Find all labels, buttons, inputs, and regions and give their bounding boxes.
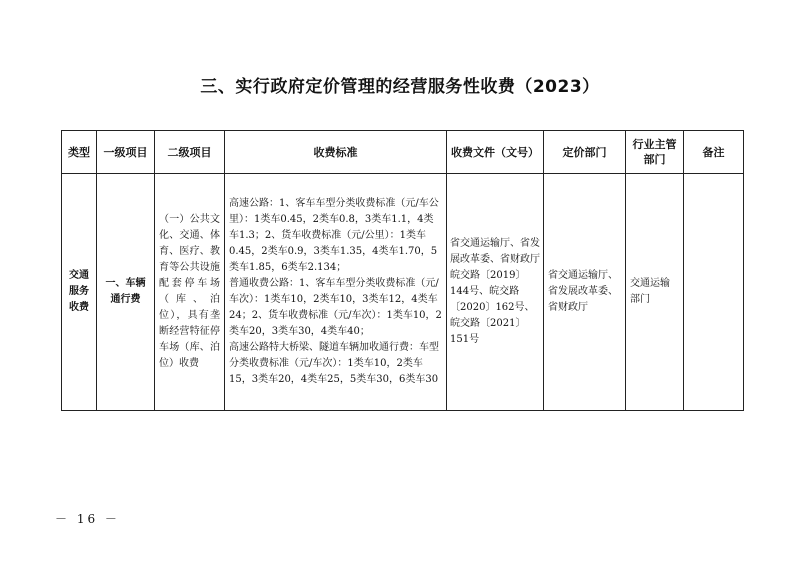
cell-authority: 交通运输部门 <box>626 174 684 411</box>
cell-standard <box>225 174 447 411</box>
standard-highway: 高速公路：1、客车车型分类收费标准（元/车公里）：1类车0.45，2类车0.8，3类车1.1，4类车1.3；2、货车收费标准（元/公里）：1类车0.45，2类车0.9，3类车1.35，4类车1.70，5类车1.85，6类车2.134； <box>229 198 439 273</box>
page-title: 三、实行政府定价管理的经营服务性收费（2023） <box>200 77 600 97</box>
cell-type: 交通服务收费 <box>62 174 97 411</box>
header-pricing-dept: 定价部门 <box>544 131 626 174</box>
fee-table <box>61 130 744 411</box>
cell-pricing-dept: 省交通运输厅、省发展改革委、省财政厅 <box>544 174 626 411</box>
cell-level1: 一、车辆通行费 <box>97 174 155 411</box>
cell-document: 省交通运输厅、省发展改革委、省财政厅皖交路〔2019〕144号、皖交路〔2020〕162号、皖交路〔2021〕151号 <box>447 174 544 411</box>
header-document: 收费文件（文号） <box>447 131 544 174</box>
header-level1: 一级项目 <box>97 131 155 174</box>
header-type: 类型 <box>62 131 97 174</box>
cell-note <box>684 174 744 411</box>
page-number: － 16 － <box>55 512 120 526</box>
cell-level2: （一）公共文化、交通、体育、医疗、教育等公共设施配套停车场（库、泊位），具有垄断经营特征停车场（库、泊位）收费 <box>155 174 225 411</box>
standard-bridge-tunnel: 高速公路特大桥梁、隧道车辆加收通行费：车型分类收费标准（元/车次）：1类车10，2类车15，3类车20，4类车25，5类车30，6类车30 <box>229 342 439 385</box>
standard-ordinary-road: 普通收费公路：1、客车车型分类收费标准（元/车次）：1类车10，2类车10，3类车12，4类车24；2、货车收费标准（元/车次）：1类车10，2类车20，3类车30，4类车40； <box>229 278 442 337</box>
header-note: 备注 <box>684 131 744 174</box>
header-level2: 二级项目 <box>155 131 225 174</box>
table-header-row <box>62 131 744 174</box>
table-row <box>62 174 744 411</box>
header-standard: 收费标准 <box>225 131 447 174</box>
header-authority: 行业主管部门 <box>626 131 684 174</box>
